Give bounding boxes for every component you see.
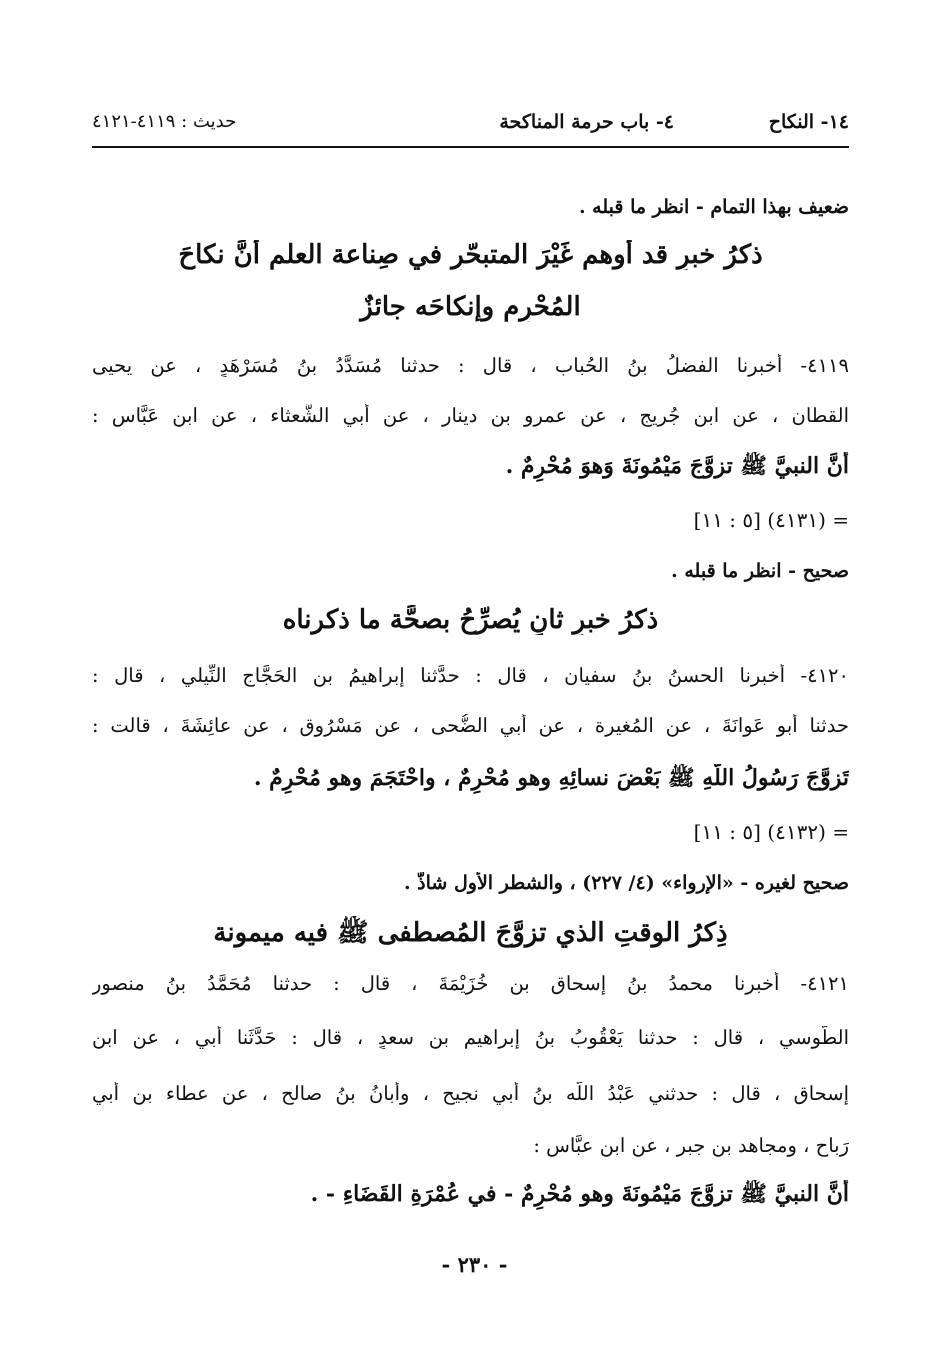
section-title: ٤- باب حرمة المناكحة xyxy=(499,111,674,133)
hadith-isnad-line: إسحاق ، قال : حدثني عَبْدُ اللَّه بنُ أبي نجيحٍ ، وأبانُ بنُ صالحٍ ، عن عطاء بن أبي xyxy=(92,1082,849,1105)
hadith-text: أنَّ النبيَّ ﷺ تزوَّجَ مَيْمُونَةَ وَهوَ مُحْرِمٌ . xyxy=(505,453,849,479)
grading-note: ضعيف بهذا التمام - انظر ما قبله . xyxy=(578,196,849,218)
hadith-isnad-line: رَباحٍ ، ومجاهد بن جبر ، عن ابن عبَّاس : xyxy=(533,1134,849,1157)
page-number: - ٢٣٠ - xyxy=(441,1252,508,1277)
running-header xyxy=(92,105,849,145)
hadith-isnad-line: ٤١٢٠- أخبرنا الحسنُ بنُ سفيان ، قال : حدَّثنا إبراهيمُ بن الحَجَّاج النِّيلي ، قال : xyxy=(92,664,849,687)
chapter-title: ١٤- النكاح xyxy=(768,111,849,133)
hadith-isnad-line: الطُّوسي ، قال : حدثنا يَعْقُوبُ بنُ إبراهيم بن سعدٍ ، قال : حَدَّثَنا أبي ، عن ابن xyxy=(92,1026,849,1049)
cross-reference: = (٤١٣٢) [٥ : ١١] xyxy=(693,820,849,844)
hadith-isnad-line: ٤١١٩- أخبرنا الفضلُ بنُ الحُباب ، قال : حدثنا مُسَدَّدُ بنُ مُسَرْهَدٍ ، عن يحيى xyxy=(92,354,849,377)
hadith-isnad-line: ٤١٢١- أخبرنا محمدُ بنُ إسحاق بن خُزَيْمَةَ ، قال : حدثنا مُحَمَّدُ بنُ منصورٍ xyxy=(92,972,849,995)
hadith-isnad-line: القطان ، عن ابن جُريج ، عن عمرو بن دينار ، عن أبي الشَّعثاء ، عن ابنِ عَبَّاس : xyxy=(92,404,849,427)
hadith-text: تَزوَّجَ رَسُولُ اللَّهِ ﷺ بَعْضَ نسائِهِ وهو مُحْرِمٌ ، واحْتَجَمَ وهو مُحْرِمٌ . xyxy=(253,765,849,791)
chapter-heading-continued: المُحْرِمِ وإنكاحَه جائزٌ xyxy=(360,292,581,322)
grading-note: صحيح لغيره - «الإرواء» (٤/ ٢٢٧) ، والشطر الأول شاذٌّ . xyxy=(403,872,849,894)
header-divider xyxy=(92,146,849,148)
chapter-heading: ذكرُ خبرٍ قد أوهم غَيْرَ المتبحّرِ في صِناعة العلمِ أنَّ نكاحَ xyxy=(178,240,763,270)
hadith-isnad-line: حدثنا أبو عَوانَةَ ، عن المُغيرة ، عن أبي الضُّحى ، عن مَسْرُوق ، عن عائِشَةَ ، قالت : xyxy=(92,714,849,737)
hadith-range: حديث : ٤١١٩-٤١٢١ xyxy=(92,111,237,132)
grading-note: صحيح - انظر ما قبله . xyxy=(671,560,849,582)
cross-reference: = (٤١٣١) [٥ : ١١] xyxy=(693,508,849,532)
chapter-heading: ذِكرُ الوقتِ الذي تزوَّجَ المُصطفى ﷺ فيه ميمونة xyxy=(213,918,728,948)
chapter-heading: ذكرُ خبرٍ ثانٍ يُصرِّحُ بصحَّة ما ذكرناه xyxy=(282,605,659,635)
hadith-text: أنَّ النبيَّ ﷺ تزوَّجَ مَيْمُونَةَ وهو مُحْرِمٌ - في عُمْرَةِ القَضَاءِ - . xyxy=(310,1181,849,1207)
